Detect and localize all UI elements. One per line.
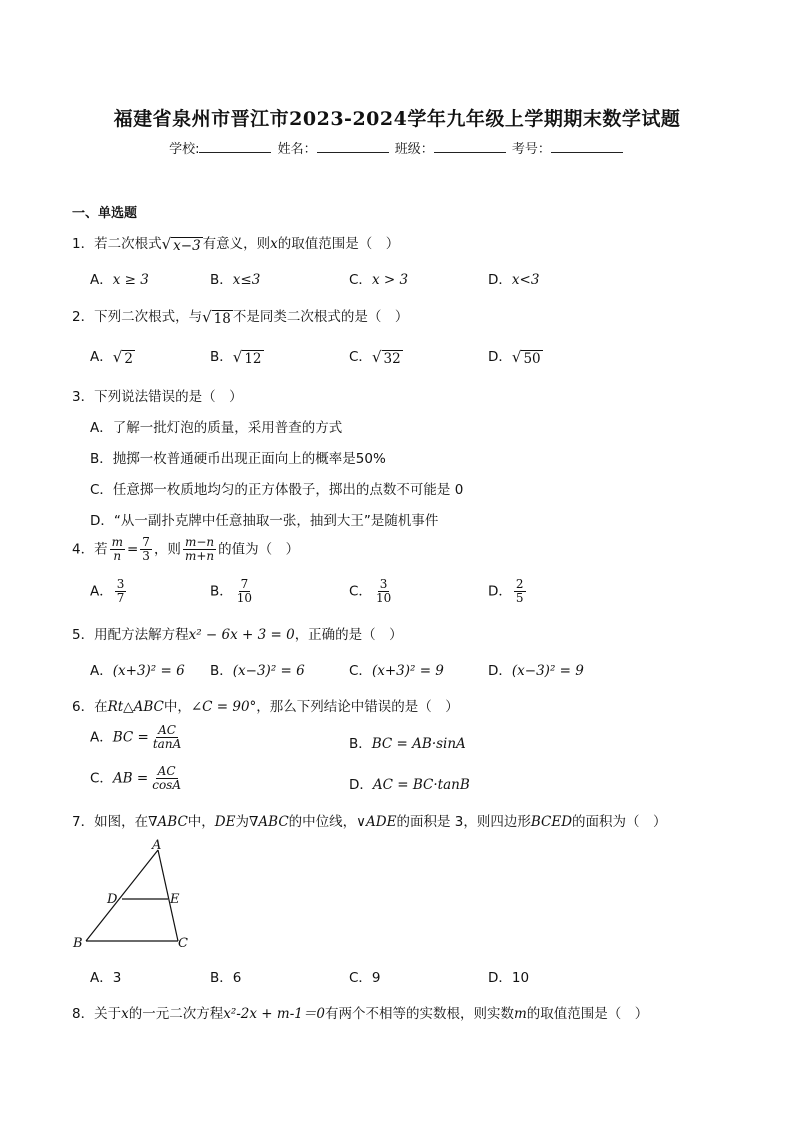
q5-option-b: B．(x−3)² = 6 (210, 663, 305, 679)
q5-option-c: C．(x+3)² = 9 (349, 663, 444, 679)
question-4-stem: 4．若 $\frac{m}{n}$ = $\frac{7}{3}$ ，则 $\frac{m-n}{m+n}$ 的值为（ ） (72, 535, 300, 564)
question-6-stem: 6．在Rt△ABC中，∠C = 90°，那么下列结论中错误的是（ ） (72, 699, 459, 715)
question-1-stem (72, 232, 399, 254)
q6-option-c: C．AB = $\frac{AC}{\cos A}$ (90, 764, 181, 793)
q7-option-b: B．6 (210, 970, 242, 986)
q1-text-pre: 1．若二次根式 (72, 236, 162, 252)
question-2-stem: 2．下列二次根式，与 √ 18 不是同类二次根式的是（ ） (72, 307, 409, 327)
q1-radicand: x−3 (173, 237, 201, 254)
label-d: D (107, 892, 118, 907)
q1-option-c: C．x > 3 (349, 272, 409, 288)
name-blank (317, 140, 389, 153)
q4-option-a: A． $\frac{3}{7}$ (90, 577, 125, 606)
q1-option-d: D．x<3 (488, 272, 540, 288)
q3-option-c: C．任意掷一枚质地均匀的正方体骰子，掷出的点数不可能是 0 (90, 482, 464, 498)
q7-option-d: D．10 (488, 970, 530, 986)
section-heading: 一、单选题 (72, 206, 138, 221)
q1-var: x (270, 236, 278, 252)
id-blank (551, 140, 623, 153)
q2-option-c: C． √ 32 (349, 347, 401, 367)
label-e: E (170, 892, 180, 907)
q5-option-d: D．(x−3)² = 9 (488, 663, 584, 679)
class-blank (434, 140, 506, 153)
q6-option-d: D．AC = BC·tanB (349, 777, 470, 793)
triangle-figure (70, 838, 200, 954)
q1-option-a: A．x ≥ 3 (90, 272, 149, 288)
id-label: 考号： (511, 142, 551, 157)
q1-radical: √ x−3 (161, 234, 201, 254)
q2-option-a: A． √ 2 (90, 347, 133, 367)
q3-option-b: B．抛掷一枚普通硬币出现正面向上的概率是50% (90, 451, 386, 467)
name-label: 姓名： (277, 142, 317, 157)
q1-text-post: 的取值范围是（ ） (277, 236, 400, 252)
q6-option-b: B．BC = AB·sinA (349, 736, 466, 752)
q3-option-d: D．“从一副扑克牌中任意抽取一张，抽到大王”是随机事件 (90, 513, 439, 529)
q4-option-b: B． $\frac{7}{10}$ (210, 577, 253, 606)
question-5-stem: 5．用配方法解方程x² − 6x + 3 = 0，正确的是（ ） (72, 627, 403, 643)
question-8-stem: 8．关于x的一元二次方程x²-2x + m-1＝0有两个不相等的实数根，则实数m的取值范围是（ ） (72, 1006, 649, 1022)
exam-title: 福建省泉州市晋江市2023-2024学年九年级上学期期末数学试题 (113, 108, 681, 130)
label-b: B (73, 936, 83, 951)
q1-option-b: B．x≤3 (210, 272, 261, 288)
school-label: 学校: (169, 142, 200, 157)
label-c: C (178, 936, 188, 951)
side-ab (86, 850, 158, 941)
student-info-line (0, 138, 794, 157)
q7-option-c: C．9 (349, 970, 381, 986)
q2-option-d: D． √ 50 (488, 347, 541, 367)
q3-option-a: A．了解一批灯泡的质量，采用普查的方式 (90, 420, 343, 436)
class-label: 班级： (394, 142, 434, 157)
q4-option-d: D． $\frac{2}{5}$ (488, 577, 524, 606)
q6-option-a: A．BC = $\frac{AC}{\tan A}$ (90, 723, 182, 752)
q1-text-mid: 有意义，则 (202, 236, 271, 252)
q4-option-c: C． $\frac{3}{10}$ (349, 577, 392, 606)
q5-option-a: A．(x+3)² = 6 (90, 663, 185, 679)
question-7-stem: 7．如图，在∇ABC中，DE为∇ABC的中位线，∨ADE的面积是 3，则四边形BCED的面积为（ ） (72, 814, 667, 830)
question-3-stem: 3．下列说法错误的是（ ） (72, 389, 243, 405)
q7-option-a: A．3 (90, 970, 122, 986)
q2-radical: √ 18 (202, 307, 231, 327)
label-a: A (152, 838, 162, 853)
school-blank (199, 140, 271, 153)
q2-option-b: B． √ 12 (210, 347, 262, 367)
